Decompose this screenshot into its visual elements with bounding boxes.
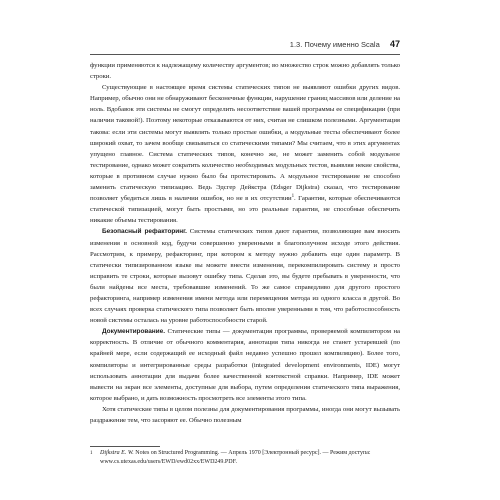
header-rule [90, 54, 400, 55]
paragraph-text: Системы статических типов дают гарантии, позволяющие вам вносить изменения в основной код, будучи совершенно уверенными в благополучном исходе этого действия. Рассмотрим, к примеру, рефакторинг, при котором к методу нужно добавить еще один параметр. В статически типизированном языке вы можете внести изменения, перекомпилировать систему и просто исправить те строки, которые вызовут ошибку типа. Сделав это, вы будете пребывать в уверенности, что были найдены все места, требовавшие изменений. То же самое справедливо для другого простого рефакторинга, например изменения имени метода или перемещения метода из одного класса в другой. Во всех случаях проверка статического типа позволяет быть вполне уверенными в том, что работоспособность новой системы осталась на уровне работоспособности старой. [90, 228, 400, 325]
paragraph-text: Статические типы — документация программы, проверяемой компилятором на корректность. В отличие от обычного комментария, аннотация типа никогда не станет устаревшей (по крайней мере, если содержащий ее исходный файл недавно успешно прошел компиляцию). Более того, компиляторы и интегрированные среды разработки (integrated development environments, IDE) могут использовать аннотации для выдачи более качественной контекстной справки. Например, IDE может вывести на экран все элементы, доступные для выбора, путем определения статического типа выражения, которое выбрано, и дать возможность просмотреть все элементы этого типа. [90, 328, 400, 402]
paragraph-text-tail: . Гарантии, которые обеспечиваются статической типизацией, могут быть простыми, но это реальные гарантии, не способные обеспечить никакие объемы тестирования. [90, 195, 401, 225]
section-title: 1.3. Почему именно Scala [289, 40, 380, 49]
page-number: 47 [389, 39, 400, 49]
footnote-reference[interactable]: 1 [291, 193, 295, 199]
running-header [90, 37, 400, 51]
footnote-rule [90, 446, 160, 447]
paragraph-documentation [90, 326, 400, 404]
run-in-heading: Документирование. [102, 328, 165, 336]
paragraph-continuation [90, 60, 400, 82]
paragraph-type-clutter [90, 404, 400, 426]
paragraph-text: Существующие в настоящее время системы статических типов не выявляют ошибки других видов. Например, обычно они не обнаруживают бесконечные функции, нарушение границ массивов или деление на ноль. Вдобавок эти системы не смогут определить несоответствие вашей программы ее спецификации (при наличии таковой!). Поэтому некоторые отказываются от них, считая не слишком полезными. Аргументация такова: если эти системы могут выявлять только простые ошибки, а модульные тесты обеспечивают более широкий охват, то зачем вообще связываться со статическими типами? Мы считаем, что в этих аргументах упущено главное. Система статических типов, конечно же, не может заменить собой модульное тестирование, однако может сократить количество необходимых модульных тестов, выявляя некие свойства, которые в противном случае нужно было бы протестировать. А модульное тестирование не способно заменить статическую типизацию. Ведь Эдсгер Дейкстра (Edsger Dijkstra) сказал, что тестирование позволяет убедиться лишь в наличии ошибок, но не в их отсутствии [90, 84, 400, 203]
run-in-heading: Безопасный рефакторинг. [102, 228, 187, 236]
footnote-author: Dijkstra E. W. [100, 450, 134, 456]
footnote-body [100, 449, 398, 467]
paragraph-text: Хотя статические типы в целом полезны для документирования программы, иногда они могут вызывать раздражение тем, что засоряют ее. Обычно полезным [90, 405, 400, 424]
paragraph-safe-refactoring [90, 226, 400, 326]
footnote-text: Notes on Structured Programming. — Апрель 1970 [Электронный ресурс]. — Режим доступа: www.cs.utexas.edu/users/EWD/ewd02xx/EWD249.PDF. [100, 450, 371, 465]
paragraph-text: функции применяются к надлежащему количеству аргументов; во множество строк можно добавлять только строки. [90, 62, 400, 81]
paragraph-static-types-limits [90, 82, 400, 226]
footnote [90, 449, 400, 467]
main-text [90, 60, 400, 426]
footnote-number: 1 [90, 451, 93, 456]
